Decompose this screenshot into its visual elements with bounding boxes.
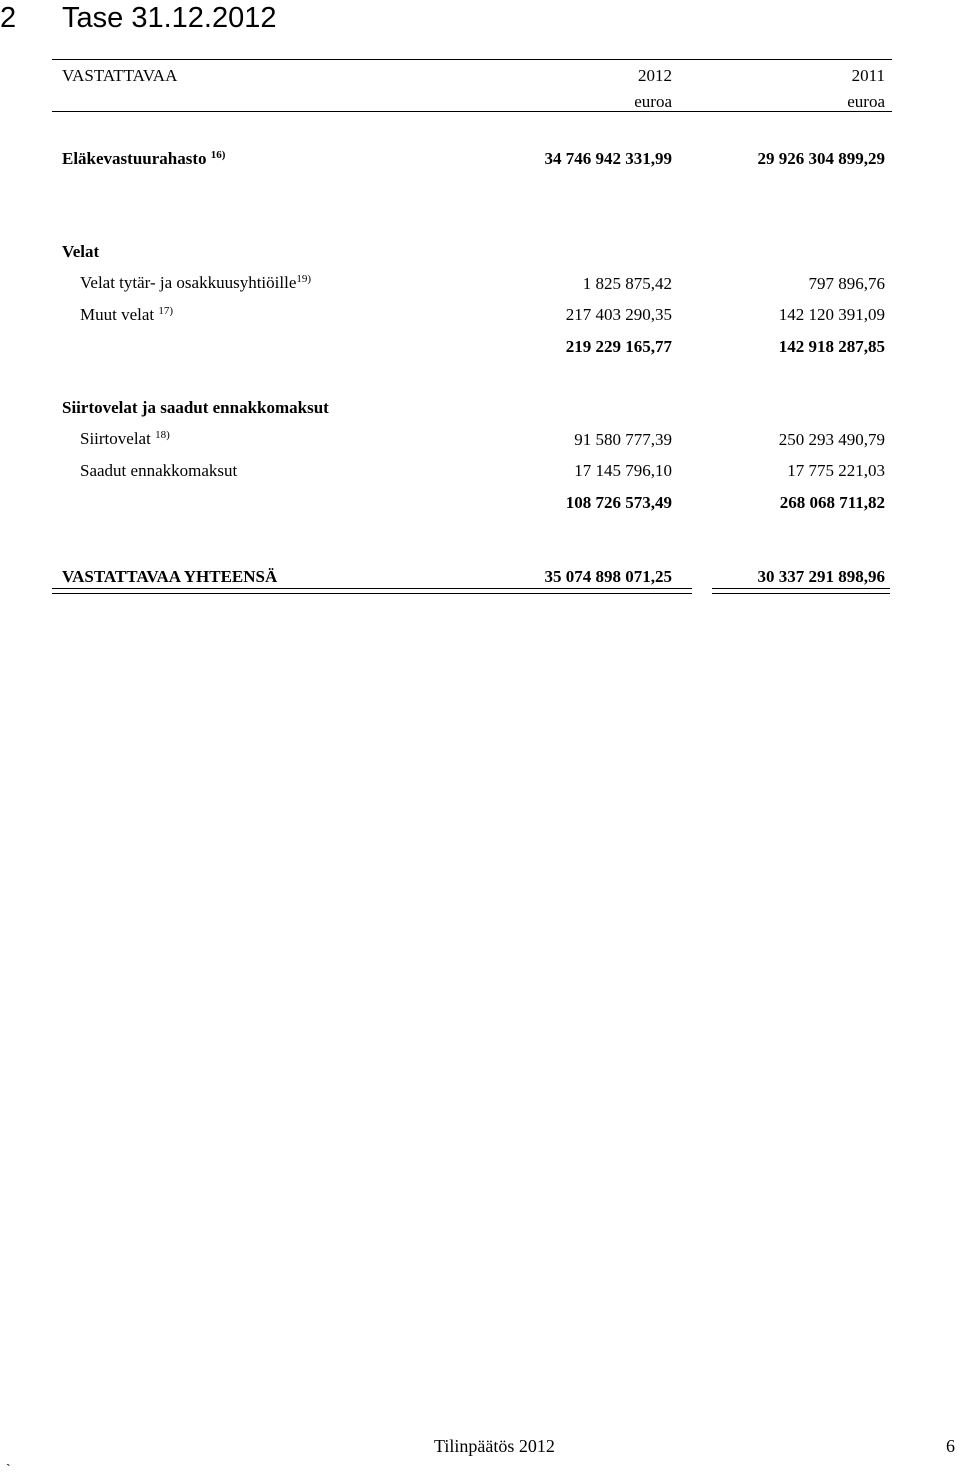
column-header-2011: 2011: [851, 66, 885, 85]
footnote-ref: 19): [296, 273, 312, 285]
accruals-row-1-label: Siirtovelat $^{18)}$: [80, 429, 170, 448]
accruals-row-1-2012: 91 580 777,39: [574, 430, 672, 449]
liabilities-total-2012: 219 229 165,77: [565, 337, 672, 356]
grand-total-2011: 30 337 291 898,96: [757, 567, 885, 586]
section-title: Tase 31.12.2012: [62, 2, 277, 34]
accruals-row-1-2011: 250 293 490,79: [778, 430, 885, 449]
grand-total-label: VASTATTAVAA YHTEENSÄ: [62, 567, 278, 586]
footnote-ref: 17): [158, 305, 174, 317]
page-number: 6: [946, 1436, 955, 1456]
grand-total-double-rule-2011: [712, 588, 890, 594]
section-number: 2: [0, 2, 17, 34]
grand-total-2012: 35 074 898 071,25: [544, 567, 672, 586]
accruals-row-2-2012: 17 145 796,10: [574, 461, 672, 480]
footer-title: Tilinpäätös 2012: [434, 1436, 555, 1456]
liabilities-row-2-label: Muut velat $^{17)}$: [80, 305, 174, 324]
footnote-ref: 18): [155, 429, 170, 441]
footnote-ref: 16): [210, 149, 226, 161]
liabilities-row-2-2011: 142 120 391,09: [778, 305, 885, 324]
header-bottom-rule: [52, 111, 892, 112]
accruals-title: Siirtovelat ja saadut ennakkomaksut: [62, 398, 329, 417]
corner-mark: ˏ: [6, 1452, 11, 1467]
table-top-rule: [52, 59, 892, 60]
liabilities-total-2011: 142 918 287,85: [778, 337, 885, 356]
unit-2011: euroa: [847, 92, 885, 111]
liabilities-title: Velat: [62, 242, 100, 261]
unit-2012: euroa: [634, 92, 672, 111]
section-heading: [0, 0, 276, 36]
grand-total-double-rule-2012: [52, 588, 692, 594]
accruals-total-2012: 108 726 573,49: [565, 493, 672, 512]
liabilities-row-1-2012: 1 825 875,42: [582, 274, 672, 293]
liabilities-row-1-label: Velat tytär- ja osakkuusyhtiöille$^{19)}$: [80, 273, 312, 292]
pension-fund-label: Eläkevastuurahasto $^{16)}$: [62, 149, 226, 168]
accruals-total-2011: 268 068 711,82: [779, 493, 885, 512]
liabilities-row-1-2011: 797 896,76: [808, 274, 885, 293]
accruals-row-2-2011: 17 775 221,03: [787, 461, 885, 480]
pension-fund-2012: 34 746 942 331,99: [544, 149, 672, 168]
liabilities-row-2-2012: 217 403 290,35: [565, 305, 672, 324]
column-header-2012: 2012: [638, 66, 672, 85]
column-header-label: VASTATTAVAA: [62, 66, 178, 85]
accruals-row-2-label: Saadut ennakkomaksut: [80, 461, 238, 480]
pension-fund-2011: 29 926 304 899,29: [757, 149, 885, 168]
